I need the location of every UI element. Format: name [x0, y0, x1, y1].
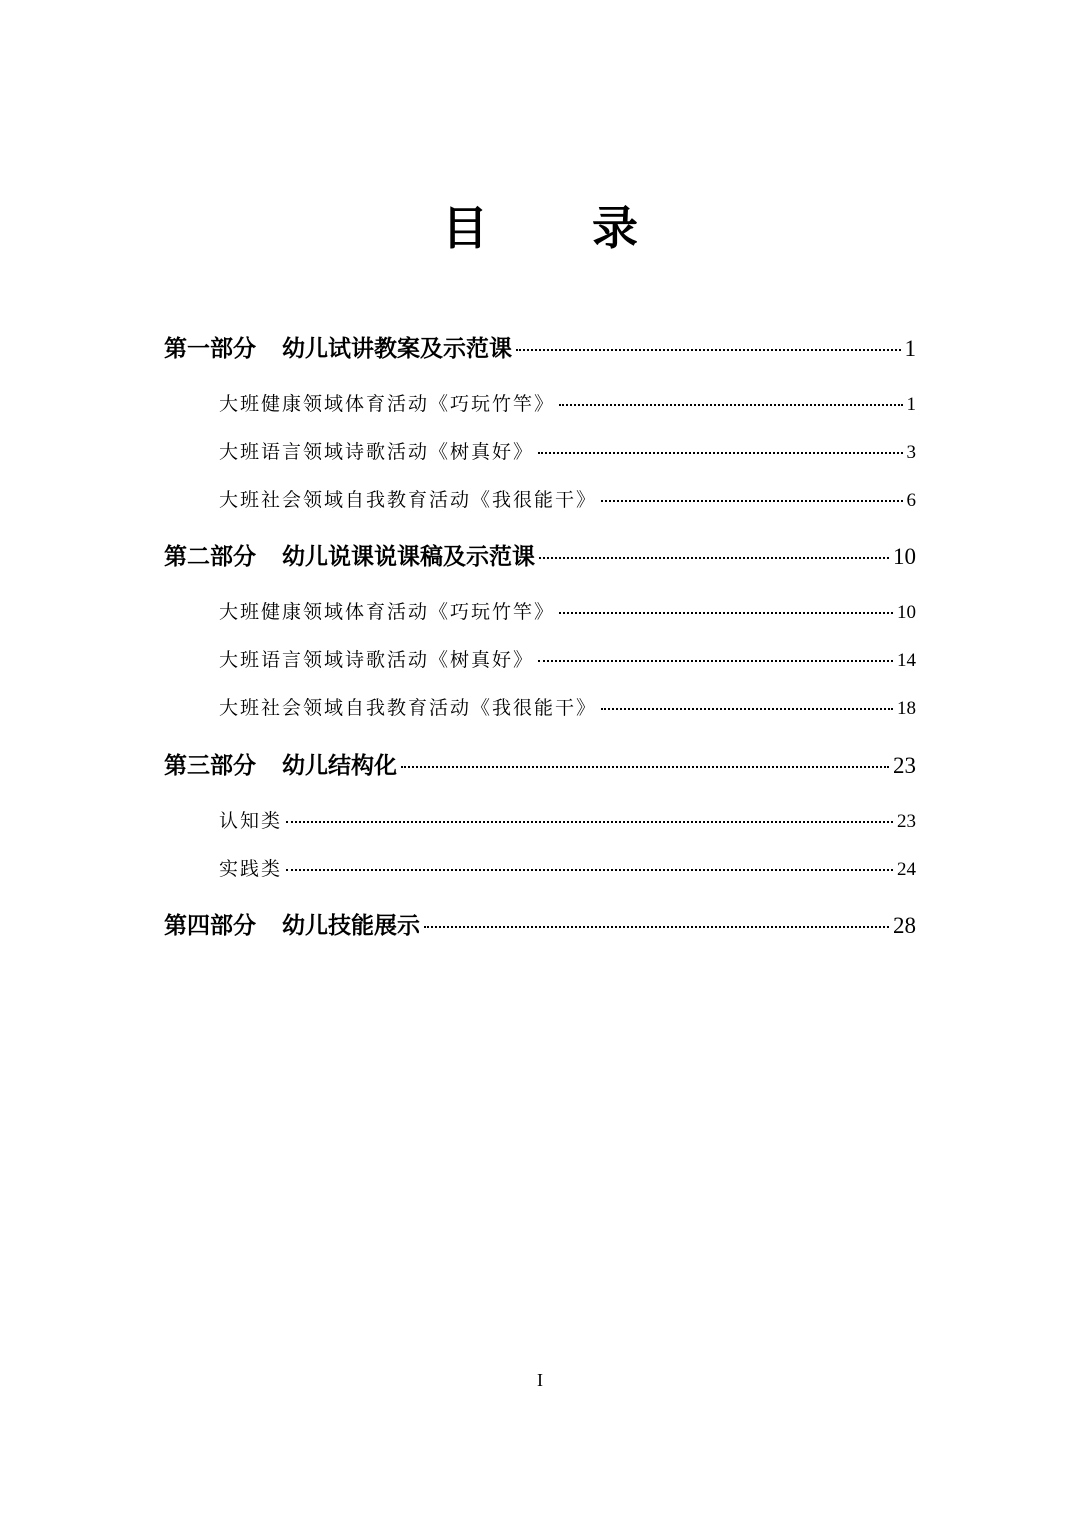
toc-item[interactable] [219, 437, 916, 471]
toc-page-number: 10 [897, 602, 916, 623]
toc-item-title: 大班健康领域体育活动《巧玩竹竿》 [219, 393, 556, 415]
toc-part-label: 第二部分 [164, 544, 256, 570]
dot-leader [286, 821, 893, 823]
toc-part-label: 第四部分 [164, 913, 256, 939]
toc-part-title [164, 330, 512, 363]
dot-leader [516, 349, 901, 351]
toc-item-title: 大班语言领域诗歌活动《树真好》 [219, 441, 535, 463]
toc-page-number: 6 [906, 490, 916, 511]
toc-page-number: 10 [893, 544, 916, 569]
toc-part-label: 第一部分 [164, 336, 256, 362]
page-title: 目 录 [441, 201, 682, 255]
toc-item-title: 实践类 [219, 858, 283, 880]
toc-part-name: 幼儿试讲教案及示范课 [282, 336, 512, 362]
toc-part-1[interactable] [164, 330, 916, 370]
toc-item-title: 大班语言领域诗歌活动《树真好》 [219, 649, 535, 671]
toc-page-number: 24 [897, 859, 916, 880]
toc-part-title [164, 538, 535, 571]
toc-part-name: 幼儿技能展示 [282, 913, 420, 939]
toc-page-number: 1 [904, 336, 916, 361]
toc-item[interactable] [219, 693, 916, 727]
dot-leader [424, 926, 889, 928]
toc-page-number: 18 [897, 698, 916, 719]
dot-leader [286, 869, 893, 871]
dot-leader [538, 452, 902, 454]
toc-part-title [164, 907, 420, 940]
toc-item[interactable] [219, 806, 916, 840]
toc-item-title: 大班健康领域体育活动《巧玩竹竿》 [219, 601, 556, 623]
toc-item[interactable] [219, 854, 916, 888]
toc-part-name: 幼儿结构化 [282, 753, 397, 779]
toc-part-4[interactable] [164, 907, 916, 947]
toc-part-name: 幼儿说课说课稿及示范课 [282, 544, 535, 570]
toc-item[interactable] [219, 645, 916, 679]
dot-leader [401, 766, 889, 768]
toc-page-number: 14 [897, 650, 916, 671]
toc-item-title: 认知类 [219, 810, 283, 832]
dot-leader [559, 404, 902, 406]
toc-page-number: 23 [897, 811, 916, 832]
toc-item-title: 大班社会领域自我教育活动《我很能干》 [219, 697, 598, 719]
dot-leader [601, 708, 893, 710]
dot-leader [559, 612, 893, 614]
toc-page-number: 28 [893, 913, 916, 938]
toc-page-number: 23 [893, 753, 916, 778]
toc-item[interactable] [219, 485, 916, 519]
toc-page-number: 1 [906, 394, 916, 415]
toc-part-title [164, 747, 397, 780]
dot-leader [538, 660, 893, 662]
toc-part-label: 第三部分 [164, 753, 256, 779]
toc-page-number: 3 [906, 442, 916, 463]
dot-leader [539, 557, 889, 559]
toc-part-2[interactable] [164, 538, 916, 578]
toc-item[interactable] [219, 389, 916, 423]
toc-item[interactable] [219, 597, 916, 631]
dot-leader [601, 500, 902, 502]
toc-item-title: 大班社会领域自我教育活动《我很能干》 [219, 489, 598, 511]
toc-part-3[interactable] [164, 747, 916, 787]
footer-page-number: I [537, 1370, 543, 1390]
